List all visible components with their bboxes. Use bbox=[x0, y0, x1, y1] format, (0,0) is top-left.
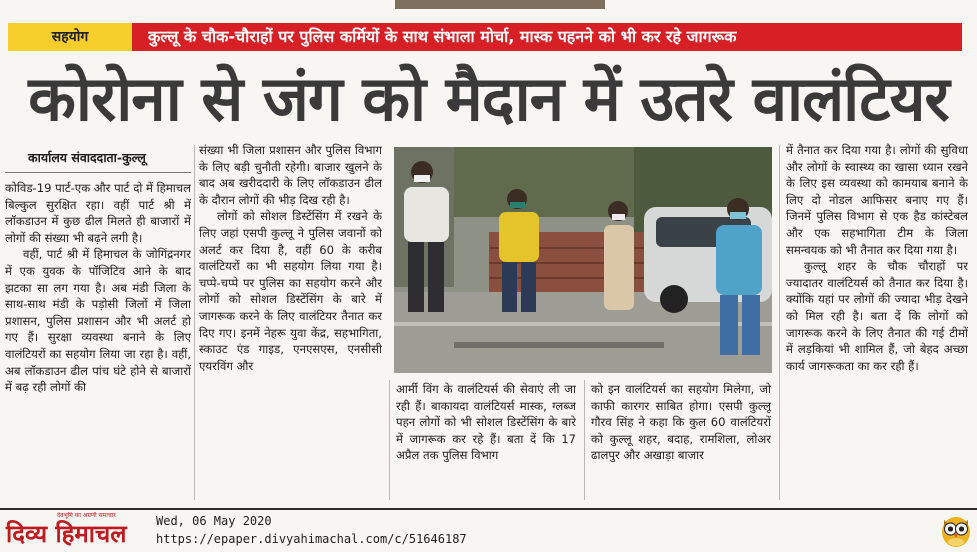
footer-divider bbox=[0, 508, 977, 510]
article-column-5 bbox=[786, 142, 968, 500]
article-column-4 bbox=[591, 381, 771, 501]
article-column-3 bbox=[396, 381, 576, 501]
article-column-1 bbox=[5, 180, 191, 500]
epaper-url-link[interactable]: https://epaper.divyahimachal.com/c/51646187 bbox=[156, 532, 467, 546]
logo-tagline: देवभूमि का अग्रणी समाचार bbox=[57, 512, 116, 519]
previous-article-image-strip bbox=[395, 0, 605, 9]
paragraph: संख्या भी जिला प्रशासन और पुलिस विभाग के लिए बड़ी चुनौती रहेगी। बाजार खुलने के बाद अब खरीददारी के लिए लॉकडाउन ढील के दौरान लोगों की भीड़ दिख रही है। bbox=[199, 143, 382, 207]
column-divider bbox=[389, 380, 390, 500]
article-photo bbox=[394, 147, 772, 373]
column-divider bbox=[584, 380, 585, 500]
volunteers-photo bbox=[394, 147, 772, 373]
article-column-2 bbox=[199, 142, 382, 500]
paragraph: आर्मी विंग के वालंटियर्स की सेवाएं ली जा रही हैं। बाकायदा वालंटियर्स मास्क, ग्लब्ज पहन लोगों को भी सोशल डिस्टेंसिंग के बारे में जागरूक कर रहे हैं। बता दें कि 17 अप्रैल तक पुलिस विभाग bbox=[396, 382, 576, 463]
owl-mascot-icon bbox=[938, 512, 974, 548]
category-label: सहयोग bbox=[8, 23, 132, 51]
paragraph: को इन वालंटियर्स का सहयोग मिलेगा, जो काफी कारगर साबित होगा। एसपी कुल्लू गौरव सिंह ने कहा कि कुल 60 वालंटियरों को कुल्लू शहर, बदाह, रामशिला, लोअर ढालपुर और अखाड़ा बाजार bbox=[591, 382, 771, 463]
paragraph: वहीं, पार्ट श्री में हिमाचल के जोगिंद्रनगर में एक युवक के पॉजिटिव आने के बाद झटका सा लग गया है। अब मंडी जिला के साथ-साथ मंडी के पड़ोसी जिलों में जिला प्रशासन, पुलिस प्रशासन और भी अलर्ट हो गए हैं। सुरक्षा व्यवस्था बनाने के लिए वालंटियरों का सहयोग लिया जा रहा है। वहीं, अब लॉकडाउन ढील पांच घंटे होने से बाजारों में बढ़ रही लोगों की bbox=[5, 247, 191, 395]
byline: कार्यालय संवाददाता-कुल्लू bbox=[28, 150, 146, 165]
paragraph: में तैनात कर दिया गया है। लोगों की सुविधा और लोगों के स्वास्थ्य का खासा ध्यान रखने के लिए इस व्यवस्था को कामयाब बनाने के लिए दो नोडल आफिसर बनाए गए हैं। जिनमें पुलिस विभाग से एक हैड कांस्टेबल और एक सहभागिता टीम के जिला समन्वयक को भी तैनात कर दिया गया है। bbox=[786, 143, 968, 257]
edition-date: Wed, 06 May 2020 bbox=[156, 514, 272, 528]
paragraph: कोविड-19 पार्ट-एक और पार्ट दो में हिमाचल बिल्कुल सुरक्षित रहा। वहीं पार्ट श्री में लॉकडाउन में कुछ ढील मिलते ही बाजारों में लोगों की संख्या भी बढ़ने लगी है। bbox=[5, 181, 191, 245]
byline-divider bbox=[5, 172, 191, 173]
main-headline: कोरोना से जंग को मैदान में उतरे वालंटियर bbox=[28, 62, 949, 135]
column-divider bbox=[779, 145, 780, 500]
logo-wordmark: दिव्य हिमाचल bbox=[6, 520, 127, 548]
column-divider bbox=[194, 145, 195, 500]
subheadline: कुल्लू के चौक-चौराहों पर पुलिस कर्मियों के साथ संभाला मोर्चा, मास्क पहनने को भी कर रहे जागरूक bbox=[148, 27, 737, 46]
paragraph: कुल्लू शहर के चौक चौराहों पर ज्यादातर वालंटियर्स को तैनात कर दिया है। क्योंकि यहां पर लोगों की ज्यादा भीड़ देखने को मिल रही है। बता दें कि लोगों को जागरूक करने के लिए तैनात की गई टीमों में लड़कियां भी शामिल हैं, जो बेहद अच्छा कार्य जागरूकता का कर रही हैं। bbox=[786, 259, 968, 373]
paragraph: लोगों को सोशल डिस्टेंसिंग में रखने के लिए जहां एसपी कुल्लू ने पुलिस जवानों को अलर्ट कर दिया है, वहीं 60 के करीब वालंटियरों का भी सहयोग लिया गया है। चप्पे-चप्पे पर पुलिस का सहयोग करने और लोगों को सोशल डिस्टेंसिंग के बारे में जागरूक करने के लिए वालंटियर तैनात कर दिए गए। इनमें नेहरू युवा केंद्र, सहभागिता, स्काउट एंड गाइड, एनएसएस, एनसीसी एयरविंग और bbox=[199, 209, 382, 373]
